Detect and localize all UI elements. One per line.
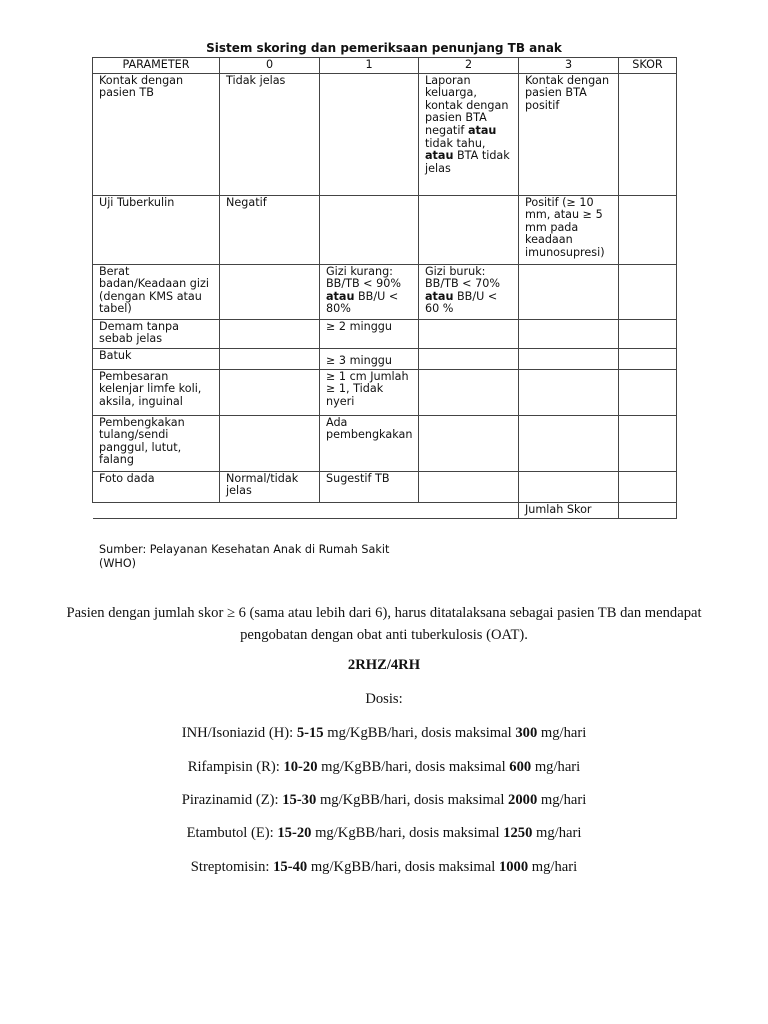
table-row [93,264,677,319]
cell-score-3 [519,264,619,319]
source-note: Sumber: Pelayanan Kesehatan Anak di Rumah Sakit (WHO) [99,543,390,570]
drug-dose: 15-40 [273,859,308,875]
cell-score-2 [419,415,519,471]
regimen-heading: 2RHZ/4RH [347,657,421,673]
cell-score-2 [419,471,519,502]
cell-score-1 [320,264,419,319]
keyword-atau: atau [326,289,355,303]
row-parameter: Batuk [93,348,220,369]
cell-score-0 [220,369,320,415]
drug-unit: mg/hari [531,859,578,875]
cell-text: BTA tidak jelas [425,149,510,175]
cell-text: tidak tahu, [425,136,486,150]
cell-score-2 [419,319,519,348]
drug-max: 1250 [503,825,533,841]
drug-dose-text: mg/KgBB/hari, dosis maksimal [315,825,500,841]
dosage-heading: Dosis: [365,691,403,707]
cell-score-0 [220,415,320,471]
drug-dose: 15-20 [277,825,312,841]
cell-text: Gizi buruk: BB/TB < 70% [425,264,500,291]
table-row [93,471,677,502]
cell-skor [619,348,677,369]
cell-score-0 [220,348,320,369]
header-parameter: PARAMETER [93,58,220,74]
header-skor: SKOR [619,58,677,74]
row-parameter: Pembesaran kelenjar limfe koli, aksila, inguinal [93,369,220,415]
cell-score-3: Kontak dengan pasien BTA positif [519,73,619,195]
scoring-table [92,57,677,519]
cell-score-0 [220,319,320,348]
drug-dose-text: mg/KgBB/hari, dosis maksimal [310,859,496,875]
cell-score-3 [519,348,619,369]
table-row [93,319,677,348]
row-parameter: Kontak dengan pasien TB [93,73,220,195]
header-score-1: 1 [320,58,419,74]
table-header-row [93,58,677,74]
row-parameter: Demam tanpa sebab jelas [93,319,220,348]
cell-score-0: Normal/tidak jelas [220,471,320,502]
cell-skor [619,319,677,348]
cell-text: BB/U < 80% [326,289,399,316]
table-row [93,369,677,415]
keyword-atau: atau [425,289,454,303]
drug-unit: mg/hari [540,792,587,808]
cell-score-0: Tidak jelas [220,73,320,195]
cell-skor [619,73,677,195]
table-row [93,415,677,471]
cell-score-3 [519,319,619,348]
header-score-3: 3 [519,58,619,74]
cell-score-2 [419,73,519,195]
drug-max: 300 [515,725,538,741]
cell-skor [619,471,677,502]
cell-score-3 [519,415,619,471]
drug-line-pirazinamid [0,791,768,809]
drug-max: 2000 [508,792,538,808]
cell-skor [619,415,677,471]
table-row [93,348,677,369]
drug-unit: mg/hari [540,725,587,741]
cell-score-2 [419,264,519,319]
drug-max: 600 [509,759,532,775]
drug-line-etambutol [0,824,768,842]
drug-dose-text: mg/KgBB/hari, dosis maksimal [321,759,506,775]
drug-name: Rifampisin (R): [187,759,280,775]
cell-text: Laporan keluarga, kontak dengan pasien BTA negatif [425,73,509,137]
cell-score-1: ≥ 3 minggu [320,348,419,369]
total-label: Jumlah Skor [519,502,619,518]
drug-name: Streptomisin: [190,859,270,875]
drug-line-rifampisin [0,758,768,776]
drug-name: Pirazinamid (Z): [181,792,279,808]
cell-score-0: Negatif [220,195,320,264]
keyword-atau: atau [467,123,497,137]
row-parameter: Foto dada [93,471,220,502]
cell-score-3 [519,471,619,502]
drug-dose: 5-15 [296,725,324,741]
cell-skor [619,264,677,319]
drug-dose-text: mg/KgBB/hari, dosis maksimal [327,725,512,741]
table-title: Sistem skoring dan pemeriksaan penunjang TB anak [206,41,562,55]
drug-dose: 15-30 [282,792,317,808]
cell-score-1: Ada pembengkakan [320,415,419,471]
cell-score-1 [320,195,419,264]
header-score-2: 2 [419,58,519,74]
cell-score-3: Positif (≥ 10 mm, atau ≥ 5 mm pada keadaan imunosupresi) [519,195,619,264]
total-row-blank [93,502,519,518]
cell-score-2 [419,348,519,369]
cell-score-1: ≥ 2 minggu [320,319,419,348]
header-score-0: 0 [220,58,320,74]
cell-score-1 [320,73,419,195]
cell-score-1: Sugestif TB [320,471,419,502]
drug-unit: mg/hari [534,759,581,775]
cell-score-3 [519,369,619,415]
row-parameter: Pembengkakan tulang/sendi panggul, lutut, falang [93,415,220,471]
drug-line-streptomisin [0,858,768,876]
keyword-atau: atau [425,149,454,163]
cell-text: Gizi kurang: BB/TB < 90% [326,264,401,291]
drug-name: INH/Isoniazid (H): [181,725,294,741]
drug-unit: mg/hari [536,825,582,841]
cell-score-2 [419,369,519,415]
score-threshold-paragraph: Pasien dengan jumlah skor ≥ 6 (sama atau lebih dari 6), harus ditatalaksana sebagai pasien TB dan mendapat pengobatan dengan obat anti tuberkulosis (OAT). [66,605,702,643]
cell-skor [619,195,677,264]
drug-max: 1000 [498,859,529,875]
row-parameter: Berat badan/Keadaan gizi (dengan KMS atau tabel) [93,264,220,319]
drug-dose: 10-20 [283,759,318,775]
total-row [93,502,677,518]
row-parameter: Uji Tuberkulin [93,195,220,264]
cell-score-0 [220,264,320,319]
cell-score-2 [419,195,519,264]
drug-line-isoniazid [0,724,768,742]
cell-score-1: ≥ 1 cm Jumlah ≥ 1, Tidak nyeri [320,369,419,415]
drug-dose-text: mg/KgBB/hari, dosis maksimal [319,792,505,808]
total-skor-cell [619,502,677,518]
cell-skor [619,369,677,415]
cell-text: BB/U < 60 % [425,289,498,316]
table-row [93,73,677,195]
drug-name: Etambutol (E): [186,825,274,841]
table-row [93,195,677,264]
